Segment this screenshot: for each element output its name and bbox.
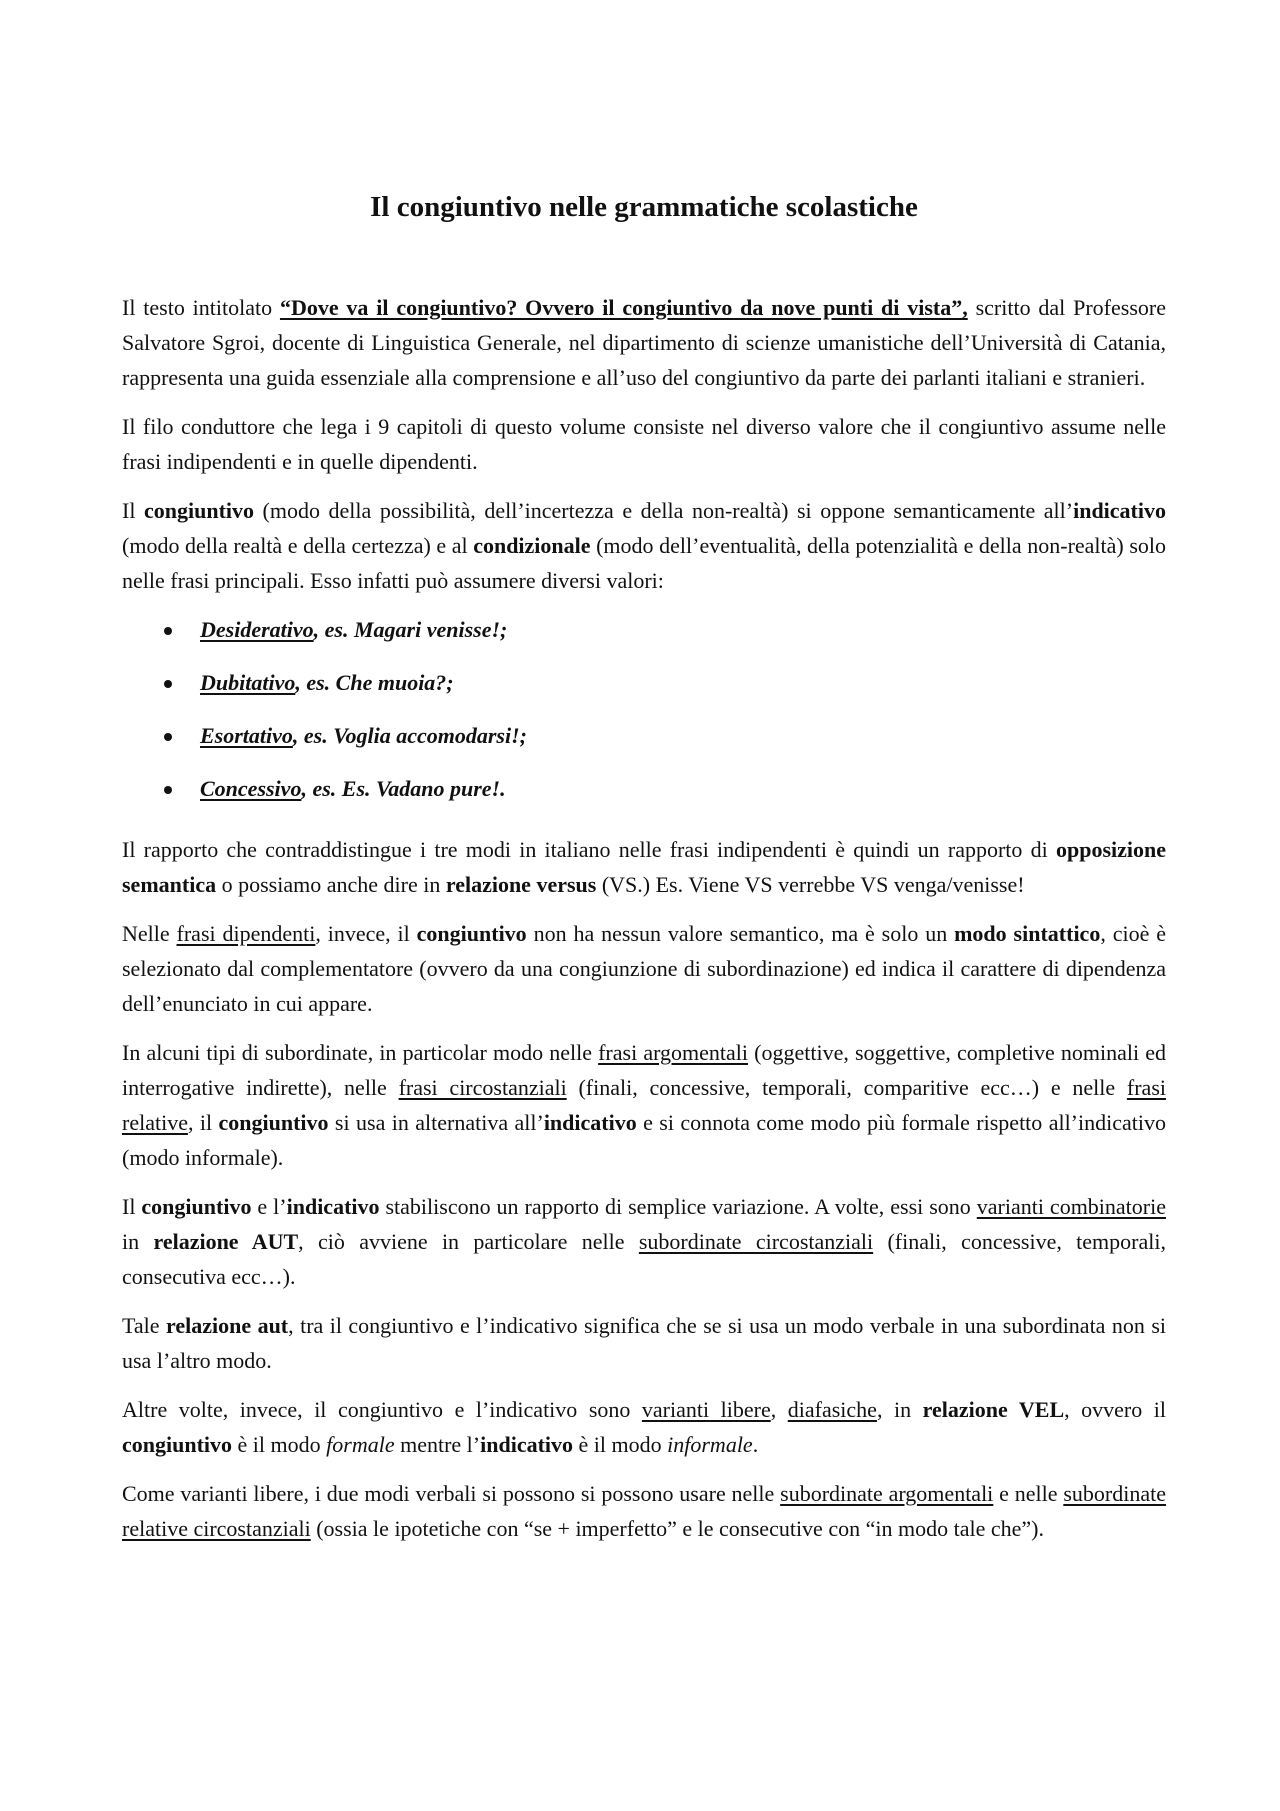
text: o possiamo anche dire in <box>216 872 446 897</box>
term-diafasiche: diafasiche <box>787 1397 877 1422</box>
paragraph-opposition <box>122 832 1166 902</box>
bullet-icon <box>164 627 172 635</box>
text: Il rapporto che contraddistingue i tre modi in italiano nelle frasi indipendenti è quindi un rapporto di <box>122 837 1056 862</box>
term-relazione-vel: relazione VEL <box>922 1397 1065 1422</box>
term-relazione-versus: relazione versus <box>445 872 597 897</box>
text: è il modo <box>232 1432 327 1457</box>
text: stabiliscono un rapporto di semplice variazione. A volte, essi sono <box>379 1194 977 1219</box>
term-varianti-combinatorie: varianti combinatorie <box>976 1194 1166 1219</box>
text: (modo dell’eventualità, della potenzialità e della non-realtà) solo nelle frasi principali. Esso infatti può assumere diversi valori: <box>122 533 1166 593</box>
text: Il <box>122 498 144 523</box>
text: . <box>752 1432 759 1457</box>
text: In alcuni tipi di subordinate, in particolar modo nelle <box>122 1040 599 1065</box>
term-congiuntivo: congiuntivo <box>141 1194 252 1219</box>
term-congiuntivo: congiuntivo <box>218 1110 329 1135</box>
text: e l’ <box>251 1194 287 1219</box>
paragraph-chapters: Il filo conduttore che lega i 9 capitoli di questo volume consiste nel diverso valore che il congiuntivo assume nelle frasi indipendenti e in quelle dipendenti. <box>122 414 1166 474</box>
term-subordinate-circostanziali: subordinate circostanziali <box>638 1229 874 1254</box>
list-item-desiderativo <box>122 612 1166 665</box>
text: (modo della realtà e della certezza) e al <box>122 533 474 558</box>
text: Tale <box>122 1313 166 1338</box>
list-item-esortativo <box>122 718 1166 771</box>
text: (finali, concessive, temporali, comparitive ecc…) e nelle <box>566 1075 1127 1100</box>
text: (finali, concessive, temporali, consecutiva ecc…). <box>122 1229 1166 1289</box>
text: si usa in alternativa all’ <box>328 1110 544 1135</box>
bullet-icon <box>164 680 172 688</box>
text: in <box>122 1229 154 1254</box>
term-congiuntivo: congiuntivo <box>143 498 255 523</box>
text: è il modo <box>573 1432 668 1457</box>
list-term: Concessivo <box>200 776 302 801</box>
list-example: , es. Che muoia?; <box>295 670 454 695</box>
text: mentre l’ <box>394 1432 481 1457</box>
paragraph-intro <box>122 290 1166 395</box>
term-condizionale: condizionale <box>473 533 591 558</box>
list-term: Desiderativo <box>200 617 314 642</box>
text: , tra il congiuntivo e l’indicativo significa che se si usa un modo verbale in una subordinata non si usa l’altro modo. <box>122 1313 1167 1373</box>
term-indicativo: indicativo <box>543 1110 637 1135</box>
bullet-icon <box>164 786 172 794</box>
text: , invece, il <box>315 921 417 946</box>
text: Nelle <box>122 921 177 946</box>
paragraph-free-variants <box>122 1476 1166 1546</box>
text: Il <box>122 1194 142 1219</box>
term-frasi-circostanziali: frasi circostanziali <box>398 1075 567 1100</box>
term-formale: formale <box>326 1432 395 1457</box>
paragraph-subordinate <box>122 1035 1166 1175</box>
text: (modo della possibilità, dell’incertezza e della non-realtà) si oppone semanticamente all’ <box>254 498 1074 523</box>
text: , cioè è selezionato dal complementatore (ovvero da una congiunzione di subordinazione) ed indica il carattere di dipendenza dell’enunciato in cui appare. <box>122 921 1166 1016</box>
paragraph-relazione-vel <box>122 1392 1166 1462</box>
term-indicativo: indicativo <box>1073 498 1166 523</box>
term-informale: informale <box>667 1432 753 1457</box>
term-indicativo: indicativo <box>286 1194 380 1219</box>
text: (ossia le ipotetiche con “se + imperfetto” e le consecutive con “in modo tale che”). <box>310 1516 1044 1541</box>
list-example: , es. Es. Vadano pure!. <box>301 776 506 801</box>
term-frasi-argomentali: frasi argomentali <box>598 1040 749 1065</box>
text: (VS.) Es. Viene VS verrebbe VS venga/venisse! <box>596 872 1025 897</box>
text: e nelle <box>993 1481 1064 1506</box>
document-title: Il congiuntivo nelle grammatiche scolastiche <box>370 191 918 223</box>
paragraph-relazione-aut <box>122 1308 1166 1378</box>
text: non ha nessun valore semantico, ma è solo un <box>526 921 955 946</box>
list-item-concessivo <box>122 771 1166 824</box>
term-opposizione-semantica: opposizione semantica <box>122 837 1166 897</box>
term-relazione-aut: relazione AUT <box>153 1229 299 1254</box>
paragraph-dependent <box>122 916 1166 1021</box>
text: Come varianti libere, i due modi verbali si possono si possono usare nelle <box>122 1481 781 1506</box>
text: (oggettive, soggettive, completive nominali ed interrogative indirette), nelle <box>122 1040 1167 1100</box>
term-subordinate-relative-circostanziali: subordinate relative circostanziali <box>122 1481 1166 1541</box>
term-congiuntivo: congiuntivo <box>416 921 527 946</box>
term-subordinate-argomentali: subordinate argomentali <box>780 1481 994 1506</box>
paragraph-variation <box>122 1189 1166 1294</box>
list-term: Esortativo <box>200 723 293 748</box>
list-example: , es. Magari venisse!; <box>313 617 508 642</box>
text: Altre volte, invece, il congiuntivo e l’indicativo sono <box>122 1397 642 1422</box>
book-title: “Dove va il congiuntivo? Ovvero il congiuntivo da nove punti di vista”, <box>279 295 968 320</box>
text: , ovvero il <box>1064 1397 1167 1422</box>
values-list <box>122 612 1166 824</box>
term-varianti-libere: varianti libere <box>641 1397 771 1422</box>
term-frasi-relative: frasi relative <box>122 1075 1166 1135</box>
list-example: , es. Voglia accomodarsi!; <box>292 723 527 748</box>
document-body <box>122 290 1166 1560</box>
text: , il <box>187 1110 219 1135</box>
text: , <box>770 1397 788 1422</box>
bullet-icon <box>164 733 172 741</box>
text: , ciò avviene in particolare nelle <box>298 1229 639 1254</box>
term-modo-sintattico: modo sintattico <box>954 921 1101 946</box>
term-indicativo: indicativo <box>480 1432 574 1457</box>
paragraph-modes <box>122 493 1166 598</box>
term-congiuntivo: congiuntivo <box>122 1432 233 1457</box>
term-relazione-aut: relazione aut <box>166 1313 289 1338</box>
text: scritto dal Professore Salvatore Sgroi, docente di Linguistica Generale, nel dipartimento di scienze umanistiche dell’Università di Catania, rappresenta una guida essenziale alla comprensione e all’uso del congiuntivo da parte dei parlanti italiani e stranieri. <box>122 295 1166 390</box>
list-term: Dubitativo <box>200 670 296 695</box>
list-item-dubitativo <box>122 665 1166 718</box>
text: Il testo intitolato <box>122 295 280 320</box>
text: , in <box>876 1397 923 1422</box>
term-frasi-dipendenti: frasi dipendenti <box>176 921 316 946</box>
text: e si connota come modo più formale rispetto all’indicativo (modo informale). <box>122 1110 1166 1170</box>
